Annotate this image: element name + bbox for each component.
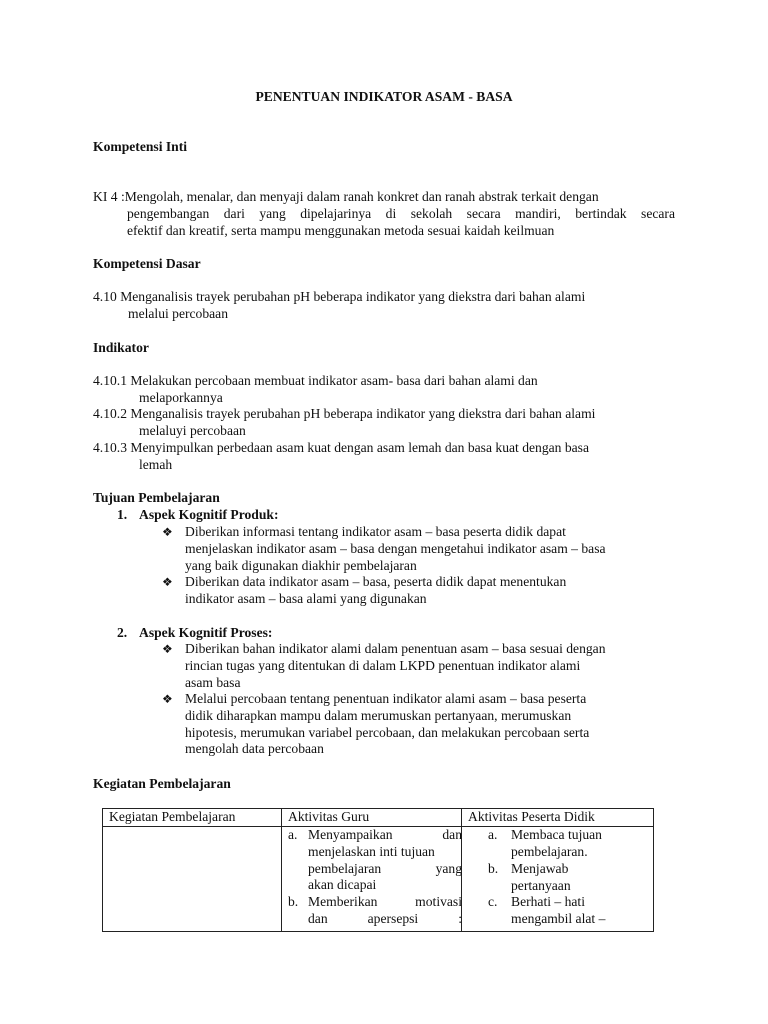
list-item-line: Memberikan motivasi xyxy=(308,894,462,909)
ki-4-paragraph xyxy=(93,189,675,239)
list-item-line: Menjawab xyxy=(511,861,569,876)
list-marker: b. xyxy=(488,861,499,876)
diamond-bullet-icon: ❖ xyxy=(162,575,173,589)
header-kegiatan-pembelajaran: Kegiatan Pembelajaran xyxy=(103,809,282,827)
header-aktivitas-guru: Aktivitas Guru xyxy=(282,809,462,827)
list-item-line: Membaca tujuan xyxy=(511,827,602,842)
aspek-2-bullet-2 xyxy=(185,691,675,758)
list-item xyxy=(308,827,462,894)
aspek-2-number: 2. xyxy=(117,625,128,640)
indikator-item-3-line-1: 4.10.3 Menyimpulkan perbedaan asam kuat dengan asam lemah dan basa kuat dengan basa xyxy=(93,440,590,455)
bullet-line: didik diharapkan mampu dalam merumuskan pertanyaan, merumuskan xyxy=(185,707,572,723)
indikator-item-1-line-1: 4.10.1 Melakukan percobaan membuat indikator asam- basa dari bahan alami dan xyxy=(93,373,538,388)
aspek-2-label: Aspek Kognitif Proses: xyxy=(139,625,273,640)
list-marker: a. xyxy=(488,827,498,842)
diamond-bullet-icon: ❖ xyxy=(162,525,173,539)
bullet-line: rincian tugas yang ditentukan di dalam LKPD penentuan indikator alami xyxy=(185,657,581,673)
list-item-line: pertanyaan xyxy=(511,877,571,893)
aspek-2-bullet-1 xyxy=(185,641,675,691)
list-item-line: dan apersepsi : xyxy=(308,910,462,926)
list-item xyxy=(511,827,651,861)
ki-4-line-2: pengembangan dari yang dipelajarinya di sekolah secara mandiri, bertindak secara xyxy=(127,205,675,221)
indikator-item-2-line-2: melaluyi percobaan xyxy=(139,423,246,438)
bullet-line: Diberikan bahan indikator alami dalam penentuan asam – basa sesuai dengan xyxy=(185,641,606,656)
indikator-item-3-line-2: lemah xyxy=(139,457,173,472)
cell-aktivitas-peserta-didik xyxy=(462,827,654,932)
aspek-1-number: 1. xyxy=(117,507,128,522)
aspek-1-bullet-1 xyxy=(185,524,675,574)
list-item-line: mengambil alat – xyxy=(511,910,606,926)
ki-4-line-1: KI 4 :Mengolah, menalar, dan menyaji dalam ranah konkret dan ranah abstrak terkait dengan xyxy=(93,189,599,204)
bullet-line: mengolah data percobaan xyxy=(185,741,324,757)
indikator-item-1-line-2: melaporkannya xyxy=(139,390,223,405)
bullet-line: Melalui percobaan tentang penentuan indikator alami asam – basa peserta xyxy=(185,691,587,706)
cell-kegiatan xyxy=(103,827,282,932)
bullet-line: indikator asam – basa alami yang digunakan xyxy=(185,590,427,606)
bullet-line: yang baik digunakan diakhir pembelajaran xyxy=(185,557,417,573)
bullet-line: menjelaskan indikator asam – basa dengan mengetahui indikator asam – basa xyxy=(185,540,606,556)
table-row xyxy=(103,827,654,932)
list-item xyxy=(511,894,651,928)
kompetensi-inti-heading: Kompetensi Inti xyxy=(93,139,188,154)
cell-aktivitas-guru xyxy=(282,827,462,932)
bullet-line: Diberikan data indikator asam – basa, peserta didik dapat menentukan xyxy=(185,574,567,589)
list-item-line: menjelaskan inti tujuan xyxy=(308,843,435,859)
ki-4-line-3: efektif dan kreatif, serta mampu menggunakan metoda sesuai kaidah keilmuan xyxy=(127,222,555,238)
list-item-line: pembelajaran. xyxy=(511,843,588,859)
kegiatan-pembelajaran-heading: Kegiatan Pembelajaran xyxy=(93,776,231,791)
indikator-heading: Indikator xyxy=(93,340,149,355)
indikator-item-2-line-1: 4.10.2 Menganalisis trayek perubahan pH beberapa indikator yang diekstra dari bahan alami xyxy=(93,406,596,421)
diamond-bullet-icon: ❖ xyxy=(162,642,173,656)
list-marker: a. xyxy=(288,827,298,842)
aspek-1-label: Aspek Kognitif Produk: xyxy=(139,507,279,522)
kegiatan-table xyxy=(102,808,654,932)
list-marker: c. xyxy=(488,894,498,909)
bullet-line: Diberikan informasi tentang indikator asam – basa peserta didik dapat xyxy=(185,524,566,539)
list-item-line: pembelajaran yang xyxy=(308,860,462,876)
header-aktivitas-peserta-didik: Aktivitas Peserta Didik xyxy=(462,809,654,827)
list-item xyxy=(511,861,651,895)
page-title: PENENTUAN INDIKATOR ASAM - BASA xyxy=(255,89,513,104)
aspek-1-bullet-2 xyxy=(185,574,675,608)
tujuan-pembelajaran-heading: Tujuan Pembelajaran xyxy=(93,490,220,505)
list-item-line: akan dicapai xyxy=(308,877,377,893)
list-item-line: Menyampaikan dan xyxy=(308,827,462,842)
bullet-line: asam basa xyxy=(185,674,241,690)
table-header-row xyxy=(103,809,654,827)
diamond-bullet-icon: ❖ xyxy=(162,692,173,706)
bullet-line: hipotesis, merumukan variabel percobaan, dan melakukan percobaan serta xyxy=(185,724,590,740)
list-item-line: Berhati – hati xyxy=(511,894,585,909)
list-item xyxy=(308,894,462,928)
list-marker: b. xyxy=(288,894,299,909)
kompetensi-dasar-heading: Kompetensi Dasar xyxy=(93,256,201,271)
kd-line-1: 4.10 Menganalisis trayek perubahan pH beberapa indikator yang diekstra dari bahan alami xyxy=(93,289,586,304)
kd-line-2: melalui percobaan xyxy=(128,306,229,321)
